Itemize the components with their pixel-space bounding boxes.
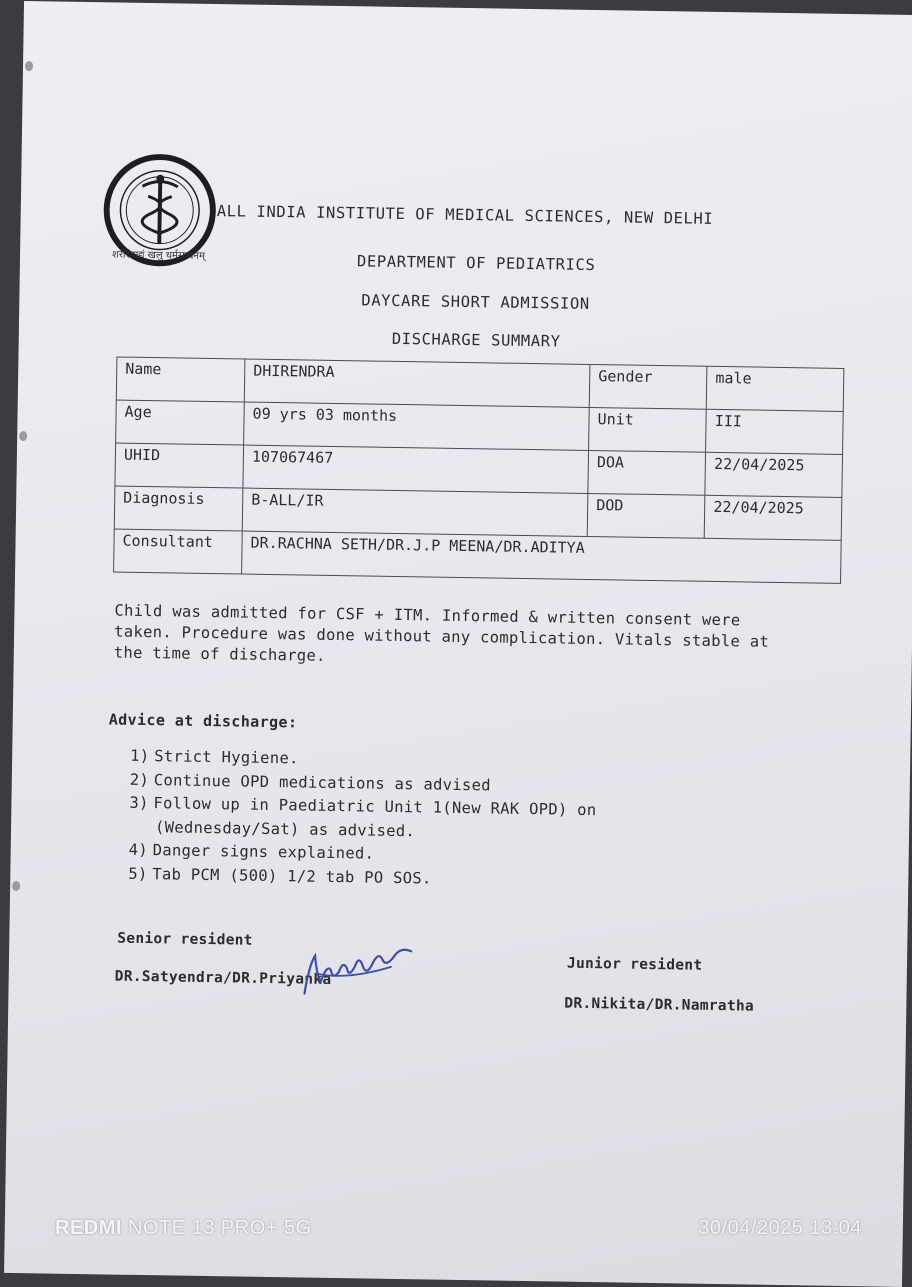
item-number: 1) bbox=[130, 746, 150, 766]
item-number: 5) bbox=[128, 864, 148, 883]
item-text: Tab PCM (500) 1/2 tab PO SOS. bbox=[152, 864, 432, 888]
brand-text: REDMI bbox=[55, 1217, 122, 1239]
discharge-summary-sheet bbox=[4, 1, 912, 1287]
clinical-summary: Child was admitted for CSF + ITM. Informed & written consent were taken. Procedure was done without any complication. Vitals stable at the time of discharge. bbox=[113, 601, 770, 665]
document-title: DISCHARGE SUMMARY bbox=[391, 329, 561, 351]
diagnosis-label: Diagnosis bbox=[114, 486, 243, 531]
junior-resident-names: DR.Nikita/DR.Namratha bbox=[564, 995, 755, 1015]
age-label: Age bbox=[116, 400, 245, 445]
dod-value: 22/04/2025 bbox=[704, 495, 841, 540]
institute-name: ALL INDIA INSTITUTE OF MEDICAL SCIENCES, NEW DELHI bbox=[216, 202, 714, 228]
department-name: DEPARTMENT OF PEDIATRICS bbox=[356, 252, 596, 275]
senior-resident-names: DR.Satyendra/DR.Priyanka bbox=[114, 968, 332, 988]
name-value: DHIRENDRA bbox=[244, 359, 590, 407]
gender-value: male bbox=[706, 366, 843, 411]
timestamp-watermark: 30/04/2025 13:04 bbox=[698, 1217, 862, 1239]
item-text: Strict Hygiene. bbox=[154, 747, 299, 768]
age-value: 09 yrs 03 months bbox=[244, 402, 590, 450]
consultant-label: Consultant bbox=[114, 529, 243, 574]
item-number: 4) bbox=[128, 840, 149, 860]
uhid-value: 107067467 bbox=[243, 445, 589, 493]
gender-label: Gender bbox=[589, 364, 707, 409]
unit-value: III bbox=[706, 409, 843, 454]
consultant-value: DR.RACHNA SETH/DR.J.P MEENA/DR.ADITYA bbox=[242, 531, 842, 583]
punch-hole bbox=[25, 61, 33, 71]
item-text: Continue OPD medications as advised bbox=[153, 770, 492, 794]
advice-heading: Advice at discharge: bbox=[108, 710, 298, 732]
diagnosis-value: B-ALL/IR bbox=[242, 488, 588, 536]
item-number: 2) bbox=[129, 770, 150, 789]
model-text: NOTE 13 PRO+ 5G bbox=[128, 1217, 312, 1239]
name-label: Name bbox=[116, 357, 245, 402]
item-continuation: (Wednesday/Sat) as advised. bbox=[154, 817, 416, 840]
camera-watermark bbox=[55, 1217, 312, 1240]
list-item bbox=[129, 792, 597, 846]
seal-motto: शरीरमाद्यं खलु धर्मसाधनम् bbox=[111, 249, 206, 262]
item-number: 3) bbox=[129, 793, 149, 813]
punch-hole bbox=[19, 431, 27, 441]
uhid-label: UHID bbox=[115, 443, 244, 488]
unit-label: Unit bbox=[589, 407, 707, 452]
patient-info-table bbox=[113, 357, 844, 584]
handwritten-signature bbox=[286, 935, 417, 1001]
dod-label: DOD bbox=[587, 493, 705, 538]
doa-value: 22/04/2025 bbox=[705, 452, 842, 497]
item-text: Follow up in Paediatric Unit 1(New RAK OPD) on bbox=[153, 794, 597, 820]
doa-label: DOA bbox=[588, 450, 706, 495]
advice-list bbox=[128, 745, 597, 893]
item-text: Danger signs explained. bbox=[152, 841, 375, 863]
junior-resident-title: Junior resident bbox=[566, 955, 703, 974]
admission-type: DAYCARE SHORT ADMISSION bbox=[361, 291, 590, 313]
punch-hole bbox=[12, 881, 20, 891]
senior-resident-title: Senior resident bbox=[117, 930, 253, 949]
